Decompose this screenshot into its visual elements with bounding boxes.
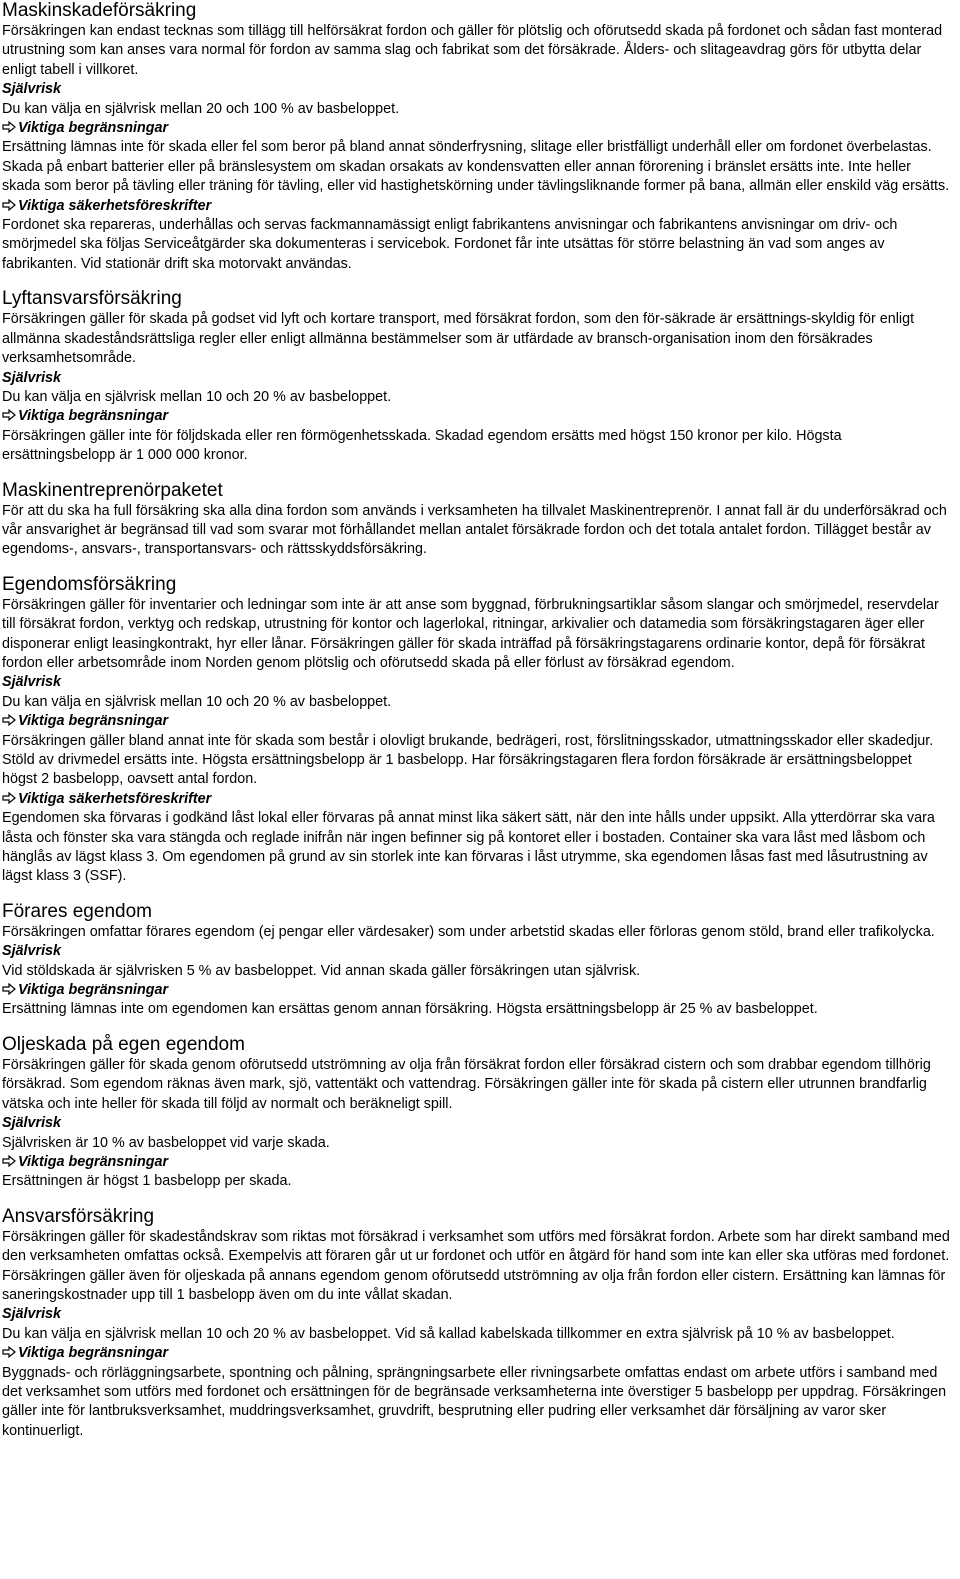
paragraph: För att du ska ha full försäkring ska alla dina fordon som används i verksamheten ha tillvalet Maskinentreprenör. I annat fall är du underförsäkrad och vår ansvarighet är begränsad till vad som svarar mot förhållandet mellan antalet försäkrade fordon och det totala antalet fordon. Tillägget består av egendoms-, ansvars-, transportansvars- och rättsskyddsförsäkring. bbox=[2, 502, 947, 558]
section-5 bbox=[2, 1034, 950, 1192]
subheading bbox=[2, 673, 950, 692]
subheading-label: Viktiga begränsningar bbox=[18, 982, 169, 999]
subheading-label: Viktiga begränsningar bbox=[18, 120, 169, 137]
paragraph: Försäkringen gäller för skadeståndskrav som riktas mot försäkrad i verksamhet som utförs med försäkrat fordon. Arbete som har direkt samband med den verksamheten omfattas också. Exempelvis att föraren går ut ur fordonet och utför en åtgärd för hand som inte kan eller ska utföras med fordonet. Försäkringen gäller även för oljeskada på annans egendom genom oförutsedd utströmning av olja från fordon eller cistern. Ersättning kan lämnas för saneringskostnader upp till 1 basbelopp även om du inte vållat skadan. bbox=[2, 1228, 950, 1303]
section-title: Maskinskadeförsäkring bbox=[2, 0, 197, 21]
subheading-label: Självrisk bbox=[2, 81, 62, 98]
right-arrow-icon bbox=[2, 1155, 16, 1167]
paragraph: Ersättningen är högst 1 basbelopp per skada. bbox=[2, 1173, 292, 1190]
subheading bbox=[2, 197, 950, 216]
section-title: Lyftansvarsförsäkring bbox=[2, 288, 182, 310]
paragraph: Fordonet ska repareras, underhållas och servas fackmannamässigt enligt fabrikantens anvisningar och fabrikantens anvisningar om driv- och smörjmedel ska följas Serviceåtgärder ska dokumenteras i servicebok. Fordonet får inte utsättas för större belastning än vad som anges av fabrikanten. Vid stationär drift ska motorvakt användas. bbox=[2, 217, 898, 272]
subheading-label: Självrisk bbox=[2, 369, 62, 386]
section-3 bbox=[2, 574, 950, 887]
subheading-label: Viktiga begränsningar bbox=[18, 713, 169, 730]
paragraph: Försäkringen gäller bland annat inte för skada som består i olovligt brukande, bedrägeri, rost, förslitningsskador, utmattningsskador eller skadedjur. Stöld av drivmedel ersätts inte. Högsta ersättningsbelopp är 1 basbelopp. Har försäkringstagaren flera fordon försäkrade är ersättningsbeloppet högst 2 basbelopp, oavsett antal fordon. bbox=[2, 732, 934, 788]
right-arrow-icon bbox=[2, 409, 16, 421]
subheading bbox=[2, 1305, 950, 1324]
subheading-label: Viktiga begränsningar bbox=[18, 1153, 169, 1170]
subheading bbox=[2, 119, 950, 138]
section-title: Maskinentreprenörpaketet bbox=[2, 479, 223, 501]
subheading-label: Självrisk bbox=[2, 1115, 62, 1132]
paragraph: Försäkringen gäller för skada på godset vid lyft och kortare transport, med försäkrat fordon, som den för-säkrade är ersättnings-skyldig för enligt allmänna skadeståndsrättsliga regler eller enligt allmänna bestämmelser som är utfärdade av bransch-organisation inom den försäkrades verksamhetsområde. bbox=[2, 311, 915, 367]
subheading-label: Viktiga säkerhetsföreskrifter bbox=[18, 790, 212, 807]
subheading bbox=[2, 1344, 950, 1363]
subheading bbox=[2, 712, 950, 731]
subheading bbox=[2, 942, 950, 961]
subheading-label: Självrisk bbox=[2, 1306, 62, 1323]
section-title: Förares egendom bbox=[2, 900, 152, 922]
section-4 bbox=[2, 901, 950, 1020]
paragraph: Egendomen ska förvaras i godkänd låst lokal eller förvaras på annat minst lika säkert sätt, när den inte hålls under uppsikt. Alla ytterdörrar ska vara låsta och fönster ska vara stängda och reglade inifrån när ingen befinner sig på kontoret eller i bostaden. Container ska vara låst med låsbom och hänglås av lägst klass 3. Om egendomen på grund av sin storlek inte kan förvaras i låst utrymme, ska egendomen låsas fast med låsutrustning av lägst klass 3 (SSF). bbox=[2, 810, 935, 885]
subheading bbox=[2, 981, 950, 1000]
right-arrow-icon bbox=[2, 121, 16, 133]
subheading-label: Självrisk bbox=[2, 674, 62, 691]
subheading bbox=[2, 80, 950, 99]
paragraph: Försäkringen kan endast tecknas som tillägg till helförsäkrat fordon och gäller för plötslig och oförutsedd skada på fordonet och sådan fast monterad utrustning som kan anses vara normal för fordon av samma slag och fabrikat som det försäkrade. Ålders- och slitageavdrag görs för utbytta delar enligt tabell i villkoret. bbox=[2, 23, 943, 78]
section-1 bbox=[2, 288, 950, 465]
section-2 bbox=[2, 480, 950, 560]
paragraph: Försäkringen omfattar förares egendom (ej pengar eller värdesaker) som under arbetstid skadas eller förloras genom stöld, brand eller trafikolycka. bbox=[2, 923, 935, 940]
paragraph: Ersättning lämnas inte för skada eller fel som beror på bland annat sönderfrysning, slitage eller bristfälligt underhåll eller om fordonet överbelastas. Skada på enbart batterier eller på bränslesystem om skadan orsakats av kondensvatten eller annan förorening i bränslet ersätts inte. Inte heller skada som beror på tävling eller träning för tävling, eller vid hastighetskörning under tävlingsliknande former på bana, allmän eller enskild väg ersätts. bbox=[2, 139, 950, 195]
paragraph: Försäkringen gäller för skada genom oförutsedd utströmning av olja från försäkrat fordon eller försäkrad cistern och som drabbar egendom tillhörig försäkrad. Som egendom räknas även mark, sjö, vattentäkt och vattendrag. Försäkringen gäller inte för skada på cistern eller utrunnen brandfarlig vätska och inte heller för skada till följd av normalt och beräkneligt spill. bbox=[2, 1056, 931, 1112]
right-arrow-icon bbox=[2, 1346, 16, 1358]
section-title: Egendomsförsäkring bbox=[2, 573, 177, 595]
paragraph: Ersättning lämnas inte om egendomen kan ersättas genom annan försäkring. Högsta ersättningsbelopp är 25 % av basbeloppet. bbox=[2, 1001, 818, 1018]
subheading bbox=[2, 407, 950, 426]
paragraph: Du kan välja en självrisk mellan 20 och 100 % av basbeloppet. bbox=[2, 100, 400, 117]
right-arrow-icon bbox=[2, 983, 16, 995]
subheading bbox=[2, 1153, 950, 1172]
subheading-label: Viktiga begränsningar bbox=[18, 1345, 169, 1362]
paragraph: Försäkringen gäller för inventarier och ledningar som inte är att anse som byggnad, förbrukningsartiklar såsom slangar och smörjmedel, reservdelar till försäkrat fordon, verktyg och redskap, utrustning för kontor och lagerlokal, ritningar, arkivalier och datamedia som försäkringstagaren äger eller disponerar enligt leasingkontrakt, hyr eller lånar. Försäkringen gäller för skada inträffad på försäkringstagarens ordinarie kontor, depå för försäkrat fordon eller arbetsområde inom Norden genom plötslig och oförutsedd skada på eller förlust av försäkrad egendom. bbox=[2, 596, 939, 671]
section-6 bbox=[2, 1206, 950, 1441]
right-arrow-icon bbox=[2, 792, 16, 804]
subheading bbox=[2, 1114, 950, 1133]
paragraph: Självrisken är 10 % av basbeloppet vid varje skada. bbox=[2, 1134, 330, 1151]
subheading-label: Självrisk bbox=[2, 943, 62, 960]
subheading-label: Viktiga säkerhetsföreskrifter bbox=[18, 197, 212, 214]
paragraph: Du kan välja en självrisk mellan 10 och 20 % av basbeloppet. bbox=[2, 693, 392, 710]
paragraph: Försäkringen gäller inte för följdskada eller ren förmögenhetsskada. Skadad egendom ersätts med högst 150 kronor per kilo. Högsta ersättningsbelopp är 1 000 000 kronor. bbox=[2, 427, 842, 464]
paragraph: Du kan välja en självrisk mellan 10 och 20 % av basbeloppet. bbox=[2, 388, 392, 405]
paragraph: Byggnads- och rörläggningsarbete, spontning och pålning, sprängningsarbete eller rivningsarbete omfattas endast om arbete utförs i samband med det verksamhet som utförs med fordonet och ersättningen för de begränsade verksamheterna inte överstiger 5 basbelopp per uppdrag. Försäkringen gäller inte för lantbruksverksamhet, muddringsverksamhet, gruvdrift, besprutning eller pudring eller verksamhet där försäljning av varor sker kontinuerligt. bbox=[2, 1364, 947, 1439]
right-arrow-icon bbox=[2, 199, 16, 211]
paragraph: Du kan välja en självrisk mellan 10 och 20 % av basbeloppet. Vid så kallad kabelskada tillkommer en extra självrisk på 10 % av basbeloppet. bbox=[2, 1325, 895, 1342]
section-title: Oljeskada på egen egendom bbox=[2, 1033, 245, 1055]
section-0 bbox=[2, 0, 950, 274]
right-arrow-icon bbox=[2, 714, 16, 726]
section-title: Ansvarsförsäkring bbox=[2, 1205, 155, 1227]
subheading-label: Viktiga begränsningar bbox=[18, 408, 169, 425]
paragraph: Vid stöldskada är självrisken 5 % av basbeloppet. Vid annan skada gäller försäkringen utan självrisk. bbox=[2, 962, 641, 979]
subheading bbox=[2, 369, 950, 388]
subheading bbox=[2, 790, 950, 809]
